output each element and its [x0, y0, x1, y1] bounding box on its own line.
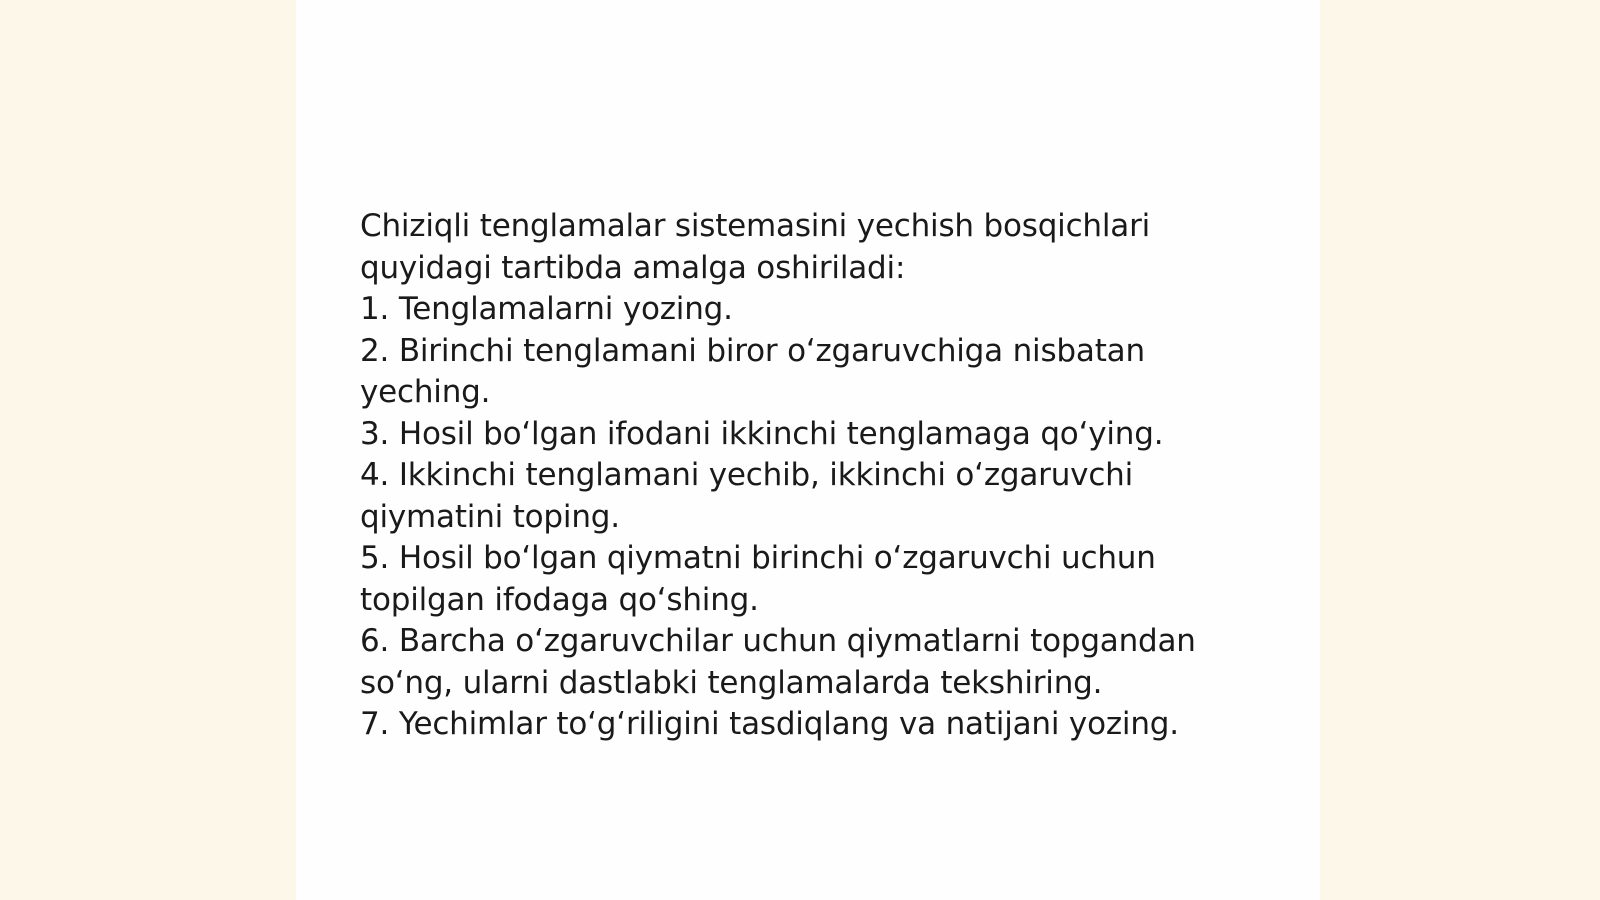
step-3: 3. Hosil boʻlgan ifodani ikkinchi tenglamaga qoʻying. [360, 415, 1164, 452]
step-4: 4. Ikkinchi tenglamani yechib, ikkinchi oʻzgaruvchi qiymatini toping. [360, 457, 1134, 535]
intro-text: Chiziqli tenglamalar sistemasini yechish bosqichlari quyidagi tartibda amalga oshiriladi: [360, 208, 1151, 286]
step-6: 6. Barcha oʻzgaruvchilar uchun qiymatlarni topgandan soʻng, ularni dastlabki tenglamalarda tekshiring. [360, 623, 1196, 701]
slide [296, 0, 1320, 900]
slide-body [360, 206, 1260, 746]
step-7: 7. Yechimlar toʻgʻriligini tasdiqlang va natijani yozing. [360, 706, 1179, 742]
step-5: 5. Hosil boʻlgan qiymatni birinchi oʻzgaruvchi uchun topilgan ifodaga qoʻshing. [360, 540, 1156, 618]
step-2: 2. Birinchi tenglamani biror oʻzgaruvchiga nisbatan yeching. [360, 332, 1145, 410]
step-1: 1. Tenglamalarni yozing. [360, 291, 733, 327]
